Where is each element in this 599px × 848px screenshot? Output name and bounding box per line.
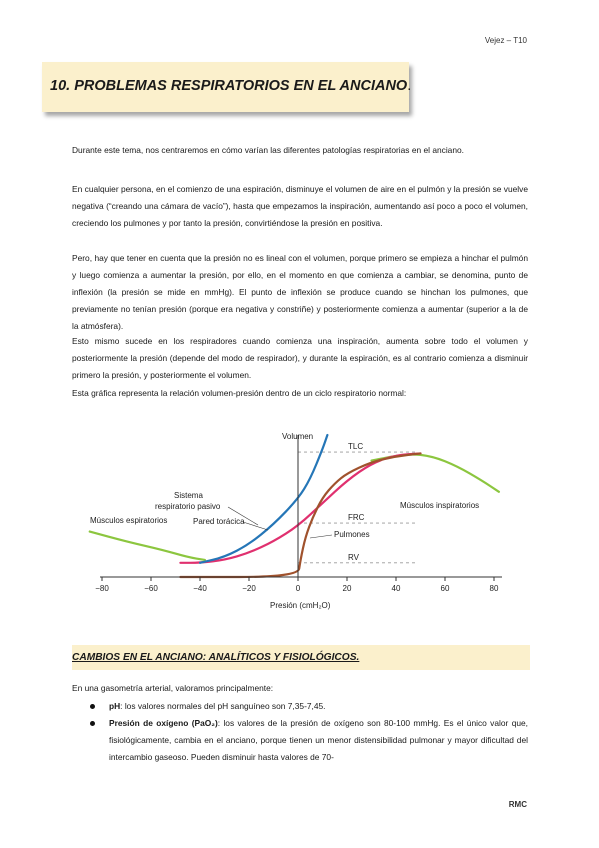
y-axis-label: Volumen	[282, 432, 314, 441]
x-tick-label: −40	[193, 584, 207, 593]
bullet-text: : los valores de la presión de oxígeno son 80-100 mmHg. Es el único valor que, fisiológicamente, cambia en el anciano, porque tienen un menor distensibilidad pulmonar y mayor dificultad del intercambio gaseoso. Pueden disminuir hasta valores de 70-	[109, 718, 528, 762]
bullet-term: pH	[109, 701, 121, 711]
section-intro	[72, 680, 528, 697]
annotation-lungs: Pulmones	[334, 530, 370, 539]
x-tick-label: −20	[242, 584, 256, 593]
paragraph-respirators	[72, 333, 528, 384]
paragraph-text: En una gasometría arterial, valoramos principalmente:	[72, 683, 274, 693]
level-label: RV	[348, 552, 359, 562]
x-tick-label: 20	[342, 584, 352, 593]
bullet-icon	[90, 721, 95, 726]
pointer-lungs	[310, 535, 332, 538]
volume-levels	[298, 442, 416, 563]
annotation-inspiratory-muscles: Músculos inspiratorios	[400, 501, 480, 510]
x-tick-label: 40	[391, 584, 401, 593]
paragraph-inflection	[72, 250, 528, 335]
x-tick-label: −80	[95, 584, 109, 593]
list-item	[92, 715, 528, 766]
paragraph-text: Pero, hay que tener en cuenta que la presión no es lineal con el volumen, porque primero se empieza a hinchar el pulmón y luego comienza a aumentar la presión, por ello, en el momento en que comienza a cambiar, se denomina, punto de inflexión (la presión se mide en mmHg). El punto de inflexión se produce cuando se hinchan los pulmones, que previamente no tenían presión (porque era negativa y constriñe) y posteriormente comienza a aumentar (superior a la de la atmósfera).	[72, 253, 528, 331]
section-title: CAMBIOS EN EL ANCIANO: ANALÍTICOS Y FISIOLÓGICOS.	[72, 652, 360, 663]
x-tick-label: −60	[144, 584, 158, 593]
paragraph-text: En cualquier persona, en el comienzo de una espiración, disminuye el volumen de aire en el pulmón y la presión se vuelve negativa (“creando una cámara de vacío”), hasta que empezamos la inspiración, aumentando así poco a poco el volumen, creciendo los pulmones y por tanto la presión, convirtiéndose la presión en positiva.	[72, 184, 528, 228]
level-label: FRC	[348, 513, 365, 523]
volume-pressure-chart	[70, 425, 532, 615]
annotation-passive-system-1: Sistema	[174, 491, 203, 500]
x-tick-label: 60	[440, 584, 450, 593]
bullet-term: Presión de oxígeno (PaO₂)	[109, 718, 218, 728]
paragraph-expiration	[72, 181, 528, 232]
chapter-title	[50, 78, 411, 94]
annotation-chest-wall: Pared torácica	[193, 517, 245, 526]
paragraph-text: Esta gráfica representa la relación volumen-presión dentro de un ciclo respiratorio normal:	[72, 388, 407, 398]
annotation-expiratory-muscles: Músculos espiratorios	[90, 516, 168, 525]
series-pared-torácica	[200, 435, 327, 563]
bullet-list	[92, 698, 528, 766]
x-tick-label: 0	[295, 584, 301, 593]
paragraph-intro	[72, 142, 528, 159]
annotation-passive-system-2: respiratorio pasivo	[155, 502, 221, 511]
chapter-title-text: PROBLEMAS RESPIRATORIOS EN EL ANCIANO	[74, 78, 408, 94]
list-item	[92, 698, 528, 715]
bullet-icon	[90, 704, 95, 709]
x-axis-label: Presión (cmH₂O)	[270, 601, 331, 610]
running-header: Vejez – T10	[484, 36, 527, 45]
series-músculos-espiratorios	[90, 532, 205, 560]
paragraph-text: Esto mismo sucede en los respiradores cuando comienza una inspiración, aumenta sobre todo el volumen y posteriormente la presión (depende del modo de respirador), y durante la espiración, es al contrario comienza a disminuir primero la presión, y posteriormente el volumen.	[72, 336, 528, 380]
series-músculos-inspiratorios	[372, 454, 499, 491]
footer-initials: RMC	[508, 800, 527, 809]
x-tick-label: 80	[489, 584, 499, 593]
chapter-title-dot: .	[407, 78, 412, 94]
paragraph-text: Durante este tema, nos centraremos en cómo varían las diferentes patologías respiratorias en el anciano.	[72, 145, 464, 155]
x-ticks	[95, 577, 499, 593]
paragraph-chart-caption	[72, 385, 528, 402]
level-label: TLC	[348, 442, 364, 452]
chapter-number: 10.	[50, 78, 71, 94]
bullet-text: : los valores normales del pH sanguíneo son 7,35-7,45.	[120, 701, 326, 711]
